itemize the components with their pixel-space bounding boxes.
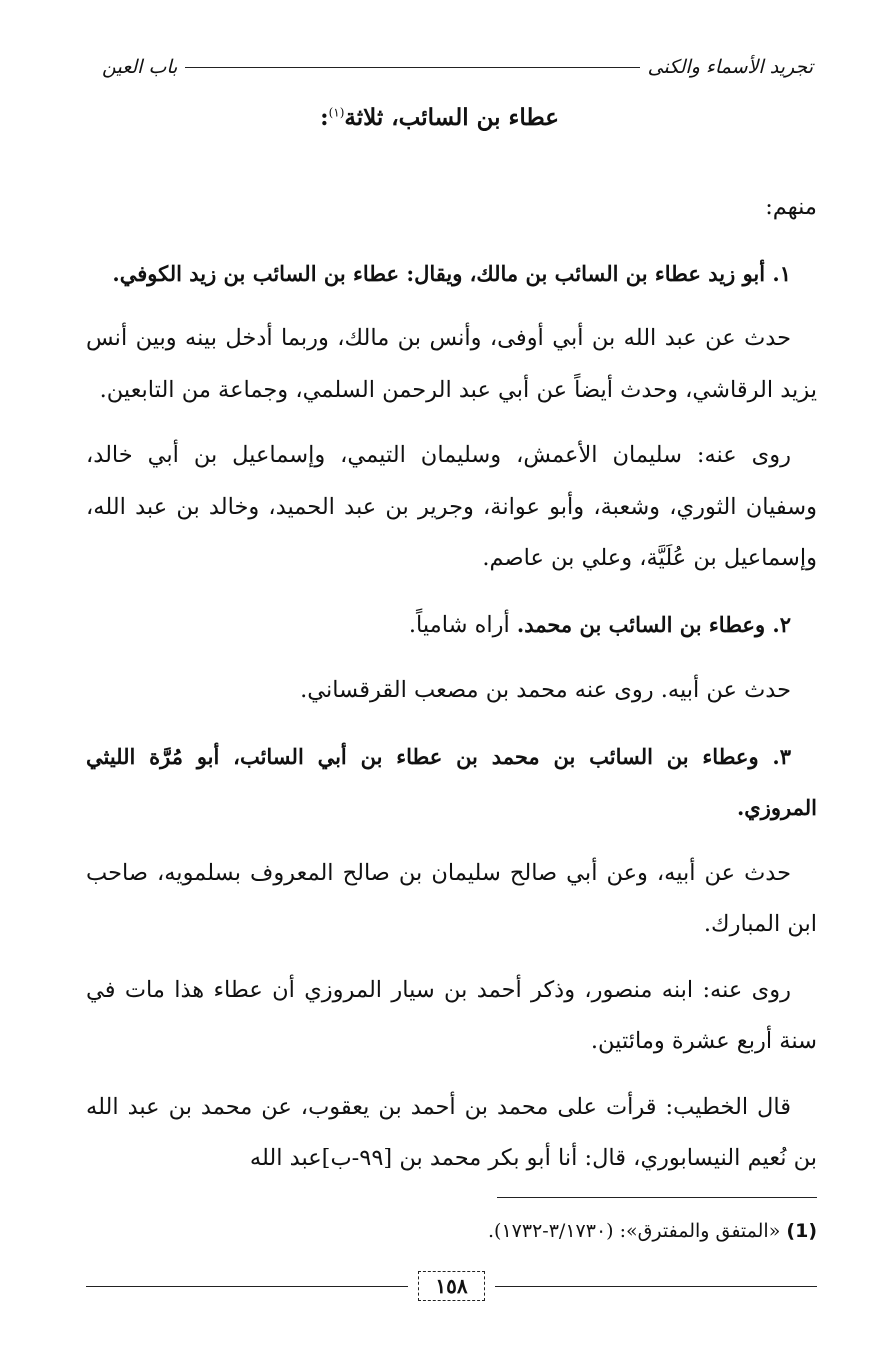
footer-rule-left <box>86 1286 408 1287</box>
entry-2-title: ٢. وعطاء بن السائب بن محمد. <box>516 611 791 637</box>
intro-line: منهم: <box>765 194 817 220</box>
entry-3-paragraph: قال الخطيب: قرأت على محمد بن أحمد بن يعقوب، عن محمد بن عبد الله بن نُعيم النيسابوري، قال: أنا أبو بكر محمد بن [٩٩-ب]عبد الله <box>86 1093 817 1171</box>
entry-2-paragraph: حدث عن أبيه. روى عنه محمد بن مصعب القرقساني. <box>300 677 791 703</box>
entry-2-note: أراه شامياً. <box>408 611 517 638</box>
running-header <box>102 52 813 82</box>
entry-1-title: ١. أبو زيد عطاء بن السائب بن مالك، ويقال: عطاء بن السائب بن زيد الكوفي. <box>112 260 791 286</box>
chapter-title: باب العين <box>102 56 178 78</box>
heading-title: عطاء بن السائب، ثلاثة <box>344 104 559 131</box>
page-body <box>86 182 817 1199</box>
heading-colon: : <box>320 104 329 131</box>
entry-3-paragraph: روى عنه: ابنه منصور، وذكر أحمد بن سيار المروزي أن عطاء هذا مات في سنة أربع عشرة ومائتين. <box>86 976 817 1054</box>
book-title: تجريد الأسماء والكنى <box>647 56 813 78</box>
footnote <box>86 1220 817 1242</box>
entry-1-paragraph: روى عنه: سليمان الأعمش، وسليمان التيمي، وإسماعيل بن أبي خالد، وسفيان الثوري، وشعبة، وأبو عوانة، وجرير بن عبد الحميد، وخالد بن عبد الله، وإسماعيل بن عُلَيَّة، وعلي بن عاصم. <box>86 442 817 571</box>
entry-3-title: ٣. وعطاء بن السائب بن محمد بن عطاء بن أبي السائب، أبو مُرَّة الليثي المروزي. <box>86 743 817 820</box>
entry-2-head <box>86 599 817 652</box>
header-rule <box>185 67 639 68</box>
footnote-number: (1) <box>786 1220 817 1242</box>
entry-1-head <box>86 248 817 300</box>
page-footer <box>86 1266 817 1306</box>
section-heading <box>0 104 879 131</box>
footer-rule-right <box>495 1286 817 1287</box>
entry-3-head <box>86 731 817 834</box>
footnote-rule <box>497 1197 817 1198</box>
footnote-text: «المتفق والمفترق»: (٣/١٧٣٠-١٧٣٢). <box>488 1220 781 1242</box>
page-number: ١٥٨ <box>418 1271 484 1301</box>
heading-footnote-marker: (١) <box>328 105 345 120</box>
entry-3-paragraph: حدث عن أبيه، وعن أبي صالح سليمان بن صالح المعروف بسلمويه، صاحب ابن المبارك. <box>86 859 817 937</box>
entry-1-paragraph: حدث عن عبد الله بن أبي أوفى، وأنس بن مالك، وربما أدخل بينه وبين أنس يزيد الرقاشي، وحدث أيضاً عن أبي عبد الرحمن السلمي، وجماعة من التابعين. <box>86 325 817 403</box>
